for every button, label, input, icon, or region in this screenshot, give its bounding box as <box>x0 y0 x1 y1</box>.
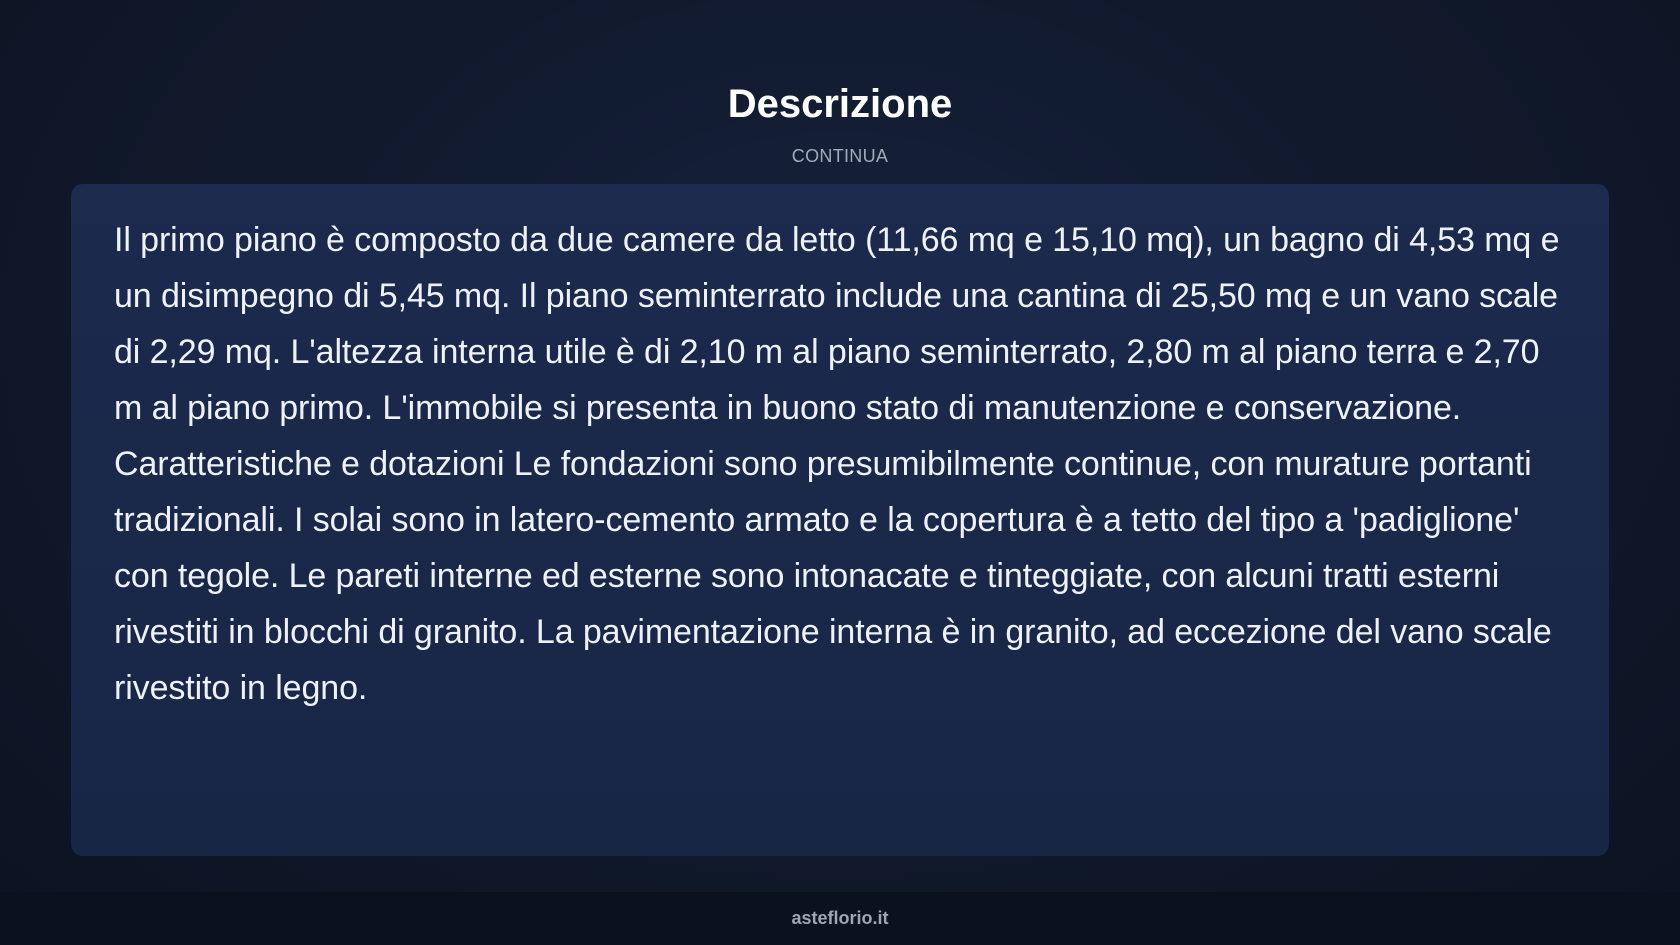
page-title: Descrizione <box>727 82 953 126</box>
description-text: Il primo piano è composto da due camere da letto (11,66 mq e 15,10 mq), un bagno di 4,53 mq e un disimpegno di 5,45 mq. Il piano seminterrato include una cantina di 25,50 mq e un vano scale di 2,29 mq. L'altezza interna utile è di 2,10 m al piano seminterrato, 2,80 m al piano terra e 2,70 m al piano primo. L'immobile si presenta in buono stato di manutenzione e conservazione. Caratteristiche e dotazioni Le fondazioni sono presumibilmente continue, con murature portanti tradizionali. I solai sono in latero-cemento armato e la copertura è a tetto del tipo a 'padiglione' con tegole. Le pareti interne ed esterne sono intonacate e tinteggiate, con alcuni tratti esterni rivestiti in blocchi di granito. La pavimentazione interna è in granito, ad eccezione del vano scale rivestito in legno. <box>114 221 1560 707</box>
page-subtitle: CONTINUA <box>791 146 889 166</box>
description-card <box>71 184 1609 856</box>
footer-site-name: asteflorio.it <box>791 908 889 928</box>
